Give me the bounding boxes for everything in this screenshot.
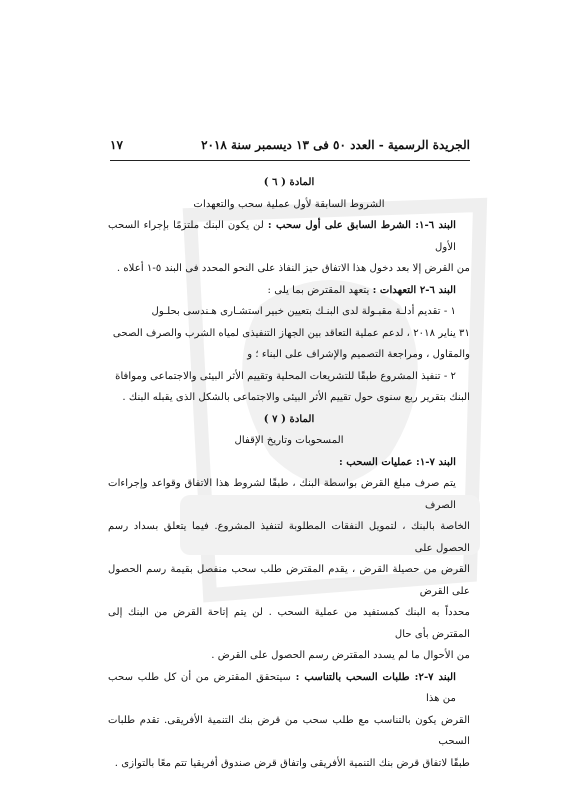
clause-7-1-label: البند ٧-١: عمليات السحب :: [338, 455, 456, 468]
item-1-line1: ١ - تقديم أدلـة مقبـولة لدى البنـك بتعيين خبير استشـارى هـندسى بحلـول: [151, 306, 456, 317]
clause-6-1: [108, 215, 470, 258]
clause-6-1-label: البند ٦-١: الشرط السابق على أول سحب :: [267, 219, 456, 231]
header-divider: [110, 160, 470, 161]
clause-6-1-text: لن يكون البنك ملتزمًا بإجراء السحب الأول: [108, 220, 456, 253]
item-1-line2: ٣١ يناير ٢٠١٨ ، لدعم عملية التعاقد بين الجهاز التنفيذى لمياه الشرب والصرف الصحى: [112, 327, 470, 339]
page-header: [110, 138, 470, 152]
article-7-subheading: المسحوبات وتاريخ الإقفال: [234, 435, 344, 446]
clause-6-1-line2: من القرض إلا بعد دخول هذا الاتفاق حيز النفاذ على النحو المحدد فى البند ٥-١ أعلاه .: [116, 263, 470, 274]
article-6-subheading: الشروط السابقة لأول عملية سحب والتعهدات: [193, 198, 385, 210]
clause-7-1-line4: محدداً به البنك كمستفيد من عملية السحب . لن يتم إتاحة القرض من البنك إلى المقترض بأى حال: [108, 607, 470, 640]
clause-7-2-label: البند ٧-٢: طلبات السحب بالتناسب :: [295, 670, 456, 683]
clause-6-2: [108, 280, 470, 302]
article-7-heading: المادة ( ٧ ): [263, 412, 315, 425]
clause-7-1-line2: الخاصة بالبنك ، لتمويل النفقات المطلوبة لتنفيذ المشروع. فيما يتعلق بسداد رسم الحصول على: [108, 521, 470, 554]
item-2-line2: البنك بتقرير ربع سنوى حول تقييم الأثر البيئى والاجتماعى بالشكل الذى يقبله البنك .: [122, 392, 470, 403]
clause-7-2-line3: طبقًا لاتفاق قرض بنك التنمية الأفريقى واتفاق قرض صندوق أفريقيا تتم معًا بالتوازى .: [114, 757, 470, 769]
clause-7-1-line1: يتم صرف مبلغ القرض بواسطة البنك ، طبقًا لشروط هذا الاتفاق وقواعد وإجراءات الصرف: [108, 478, 456, 511]
clause-7-2-text: سيتحقق المقترض من أن كل طلب سحب من هذا: [108, 671, 456, 704]
item-1-line3: والمقاول ، ومراجعة التصميم والإشراف على البناء ؛ و: [247, 349, 470, 360]
clause-7-1-line3: القرض من حصيلة القرض ، يقدم المقترض طلب سحب منفصل بقيمة رسم الحصول على القرض: [108, 564, 470, 597]
clause-7-2: [108, 667, 470, 710]
publication-title: الجريدة الرسمية - العدد ٥٠ فى ١٣ ديسمبر سنة ٢٠١٨: [201, 138, 470, 152]
item-2-line1: ٢ - تنفيذ المشروع طبقًا للتشريعات المحلية وتقييم الأثر البيئى والاجتماعى وموافاة: [115, 370, 456, 382]
document-body: [108, 172, 470, 774]
clause-7-1-line5: من الأحوال ما لم يسدد المقترض رسم الحصول على القرض .: [211, 650, 470, 661]
page-number: ١٧: [110, 138, 123, 152]
clause-7-2-line2: القرض يكون بالتناسب مع طلب سحب من قرض بنك التنمية الأفريقى. تقدم طلبات السحب: [108, 714, 470, 747]
clause-6-2-text: يتعهد المقترض بما يلى :: [267, 284, 373, 296]
clause-6-2-label: البند ٦-٢ التعهدات :: [372, 283, 456, 296]
article-6-heading: المادة ( ٦ ): [263, 176, 315, 188]
